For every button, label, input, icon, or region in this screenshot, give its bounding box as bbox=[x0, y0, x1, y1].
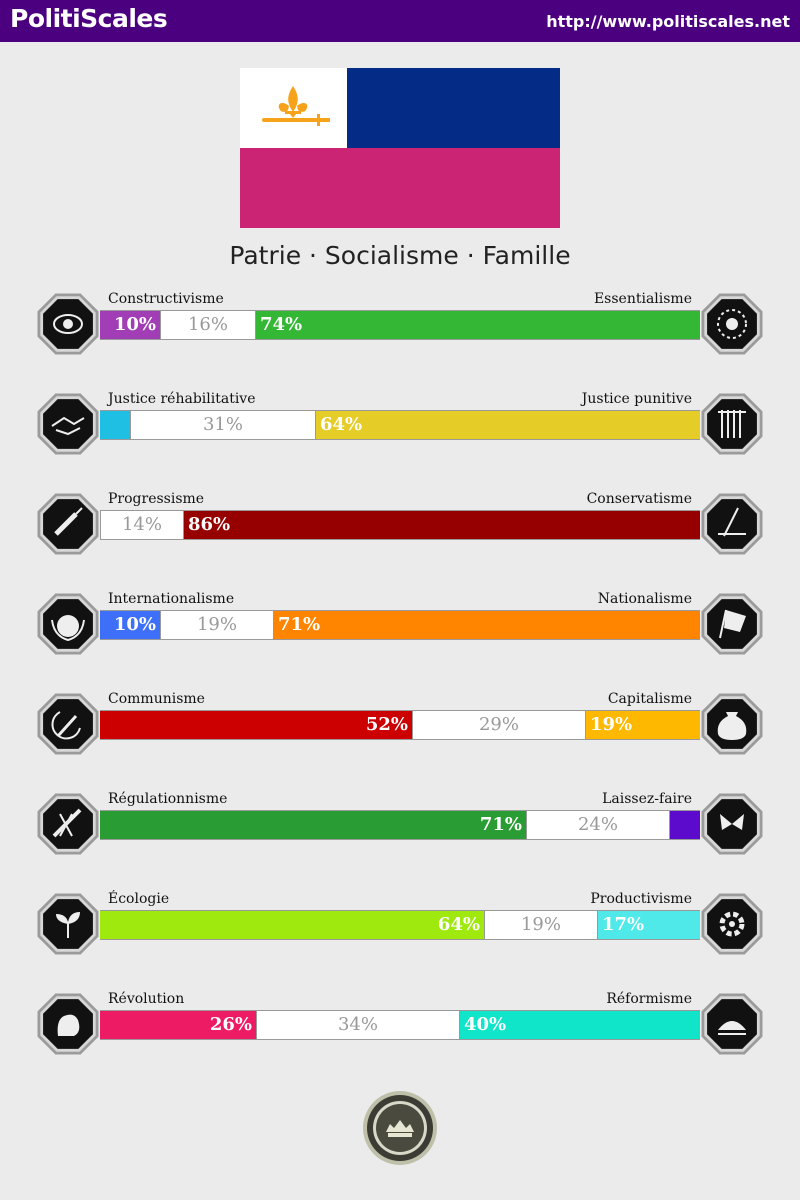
eye-icon bbox=[34, 290, 102, 358]
slogan: Patrie · Socialisme · Famille bbox=[229, 241, 571, 270]
axis-left-segment: 10% bbox=[100, 311, 160, 339]
axis-left-label: Constructivisme bbox=[108, 291, 224, 307]
axis-right-label: Conservatisme bbox=[586, 491, 692, 507]
axis-right-segment: 86% bbox=[184, 511, 700, 539]
seedling-icon bbox=[34, 890, 102, 958]
gear-icon bbox=[698, 890, 766, 958]
axis-left-label: Progressisme bbox=[108, 491, 205, 507]
axis-right-segment: 74% bbox=[256, 311, 700, 339]
butterflies-icon bbox=[698, 790, 766, 858]
axis-row bbox=[0, 490, 800, 570]
flag bbox=[240, 68, 560, 228]
fleur-de-lis-sword-icon bbox=[240, 68, 347, 148]
axis-bar bbox=[100, 810, 700, 840]
handshake-icon bbox=[34, 390, 102, 458]
axis-left-segment bbox=[100, 411, 130, 439]
axis-left-label: Régulationnisme bbox=[108, 791, 228, 807]
flower-icon bbox=[698, 290, 766, 358]
axis-right-segment: 17% bbox=[598, 911, 700, 939]
axis-left-segment: 10% bbox=[100, 611, 160, 639]
axis-right-label: Réformisme bbox=[606, 991, 692, 1007]
quill-scroll-icon bbox=[698, 490, 766, 558]
axis-right-label: Nationalisme bbox=[597, 591, 692, 607]
ruler-compass-icon bbox=[34, 790, 102, 858]
axis-neutral-segment: 29% bbox=[412, 711, 586, 739]
axis-row bbox=[0, 890, 800, 970]
site-url-link[interactable]: http://www.politiscales.net bbox=[546, 12, 790, 31]
axis-bar bbox=[100, 310, 700, 340]
axis-left-label: Justice réhabilitative bbox=[108, 391, 256, 407]
axis-bar bbox=[100, 610, 700, 640]
hammer-sickle-icon bbox=[34, 690, 102, 758]
axis-bar bbox=[100, 710, 700, 740]
axis-left-label: Écologie bbox=[108, 891, 170, 907]
axis-left-segment: 26% bbox=[100, 1011, 256, 1039]
axis-right-label: Laissez-faire bbox=[602, 791, 692, 807]
brand-logo[interactable]: PolitiScales bbox=[10, 4, 168, 33]
axis-bar bbox=[100, 910, 700, 940]
flag-icon bbox=[698, 590, 766, 658]
axis-bar bbox=[100, 510, 700, 540]
torch-icon bbox=[34, 490, 102, 558]
axis-right-label: Capitalisme bbox=[607, 691, 692, 707]
axis-left-segment: 71% bbox=[100, 811, 526, 839]
axis-row bbox=[0, 290, 800, 370]
flag-blue-field bbox=[347, 68, 560, 148]
axis-right-label: Essentialisme bbox=[593, 291, 692, 307]
axis-row bbox=[0, 990, 800, 1070]
axis-right-segment bbox=[670, 811, 700, 839]
axis-left-label: Révolution bbox=[108, 991, 185, 1007]
axis-right-segment: 64% bbox=[316, 411, 700, 439]
axis-neutral-segment: 34% bbox=[256, 1011, 460, 1039]
axis-row bbox=[0, 790, 800, 870]
flag-canton bbox=[240, 68, 347, 148]
flag-pink-field bbox=[240, 148, 560, 228]
axis-left-segment: 52% bbox=[100, 711, 412, 739]
axis-neutral-segment: 16% bbox=[160, 311, 256, 339]
axis-right-label: Productivisme bbox=[590, 891, 692, 907]
parliament-icon bbox=[698, 990, 766, 1058]
globe-laurel-icon bbox=[34, 590, 102, 658]
axis-right-segment: 40% bbox=[460, 1011, 700, 1039]
axis-neutral-segment: 19% bbox=[160, 611, 274, 639]
fist-icon bbox=[34, 990, 102, 1058]
axis-bar bbox=[100, 1010, 700, 1040]
money-bag-icon bbox=[698, 690, 766, 758]
header-bar bbox=[0, 0, 800, 42]
axis-right-label: Justice punitive bbox=[581, 391, 692, 407]
axis-left-segment: 64% bbox=[100, 911, 484, 939]
axis-bar bbox=[100, 410, 700, 440]
axis-row bbox=[0, 690, 800, 770]
axis-neutral-segment: 24% bbox=[526, 811, 670, 839]
politiscales-seal-icon bbox=[362, 1090, 438, 1166]
axis-neutral-segment: 19% bbox=[484, 911, 598, 939]
axis-row bbox=[0, 590, 800, 670]
axis-left-label: Internationalisme bbox=[108, 591, 235, 607]
axis-neutral-segment: 14% bbox=[100, 511, 184, 539]
axis-right-segment: 71% bbox=[274, 611, 700, 639]
axis-right-segment: 19% bbox=[586, 711, 700, 739]
axis-left-label: Communisme bbox=[108, 691, 205, 707]
axis-row bbox=[0, 390, 800, 470]
axis-neutral-segment: 31% bbox=[130, 411, 316, 439]
prison-bars-icon bbox=[698, 390, 766, 458]
